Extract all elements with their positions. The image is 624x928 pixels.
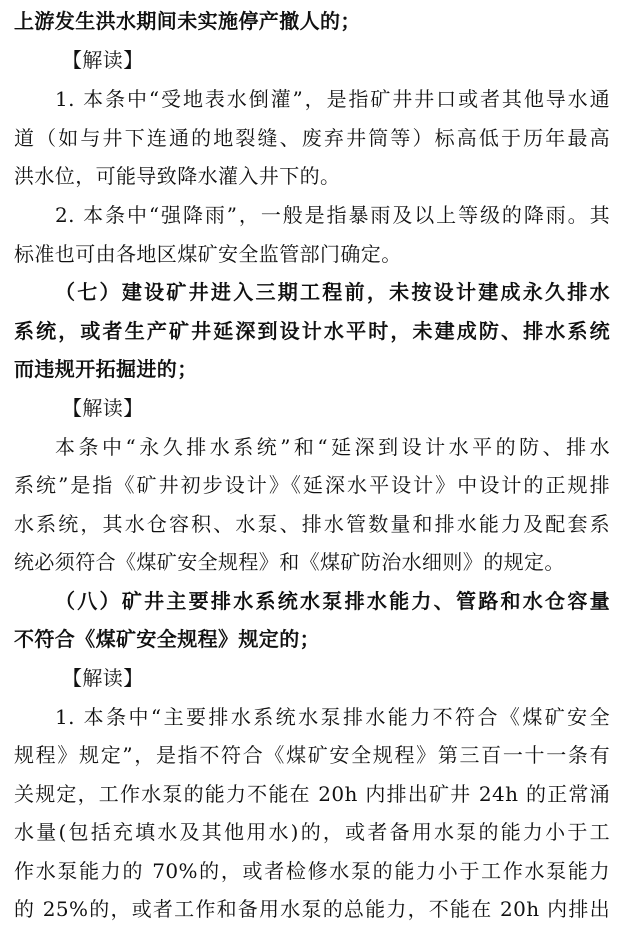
text-line: 1. 本条中“受地表水倒灌”，是指矿井井口或者其他导水通 — [55, 87, 610, 111]
text-line: 道（如与井下连通的地裂缝、废弃井筒等）标高低于历年最高 — [14, 126, 610, 150]
text-line: 规程》规定”，是指不符合《煤矿安全规程》第三百一十一条有 — [14, 743, 610, 767]
text-line: 2. 本条中“强降雨”，一般是指暴雨及以上等级的降雨。其 — [55, 203, 610, 227]
text-line: 1. 本条中“主要排水系统水泵排水能力不符合《煤矿安全 — [55, 705, 610, 729]
text-line: 洪水位，可能导致降水灌入井下的。 — [14, 164, 341, 188]
text-line: 系统”是指《矿井初步设计》《延深水平设计》中设计的正规排 — [14, 473, 610, 497]
interpretation-label: 【解读】 — [62, 48, 144, 72]
text-line: 作水泵能力的 70%的，或者检修水泵的能力小于工作水泵能力 — [14, 859, 610, 883]
section-heading-line: （八）矿井主要排水系统水泵排水能力、管路和水仓容量 — [55, 589, 610, 613]
interpretation-label: 【解读】 — [62, 666, 144, 690]
text-line: 关规定，工作水泵的能力不能在 20h 内排出矿井 24h 的正常涌 — [14, 782, 610, 806]
text-line: 水量(包括充填水及其他用水)的，或者备用水泵的能力小于工 — [14, 820, 610, 844]
section-heading-line: 而违规开拓掘进的； — [14, 357, 198, 381]
text-line: 水系统，其水仓容积、水泵、排水管数量和排水能力及配套系 — [14, 512, 610, 536]
text-line: 本条中“永久排水系统”和“延深到设计水平的防、排水 — [55, 435, 610, 459]
text-line: 的 25%的，或者工作和备用水泵的总能力，不能在 20h 内排出 — [14, 897, 610, 921]
interpretation-label: 【解读】 — [62, 396, 144, 420]
text-line: 上游发生洪水期间未实施停产撤人的； — [14, 9, 361, 33]
section-heading-line: （七）建设矿井进入三期工程前，未按设计建成永久排水 — [55, 280, 610, 304]
text-line: 统必须符合《煤矿安全规程》和《煤矿防治水细则》的规定。 — [14, 550, 565, 574]
text-line: 标准也可由各地区煤矿安全监管部门确定。 — [14, 242, 402, 266]
section-heading-line: 系统，或者生产矿井延深到设计水平时，未建成防、排水系统 — [14, 319, 610, 343]
section-heading-line: 不符合《煤矿安全规程》规定的； — [14, 627, 320, 651]
